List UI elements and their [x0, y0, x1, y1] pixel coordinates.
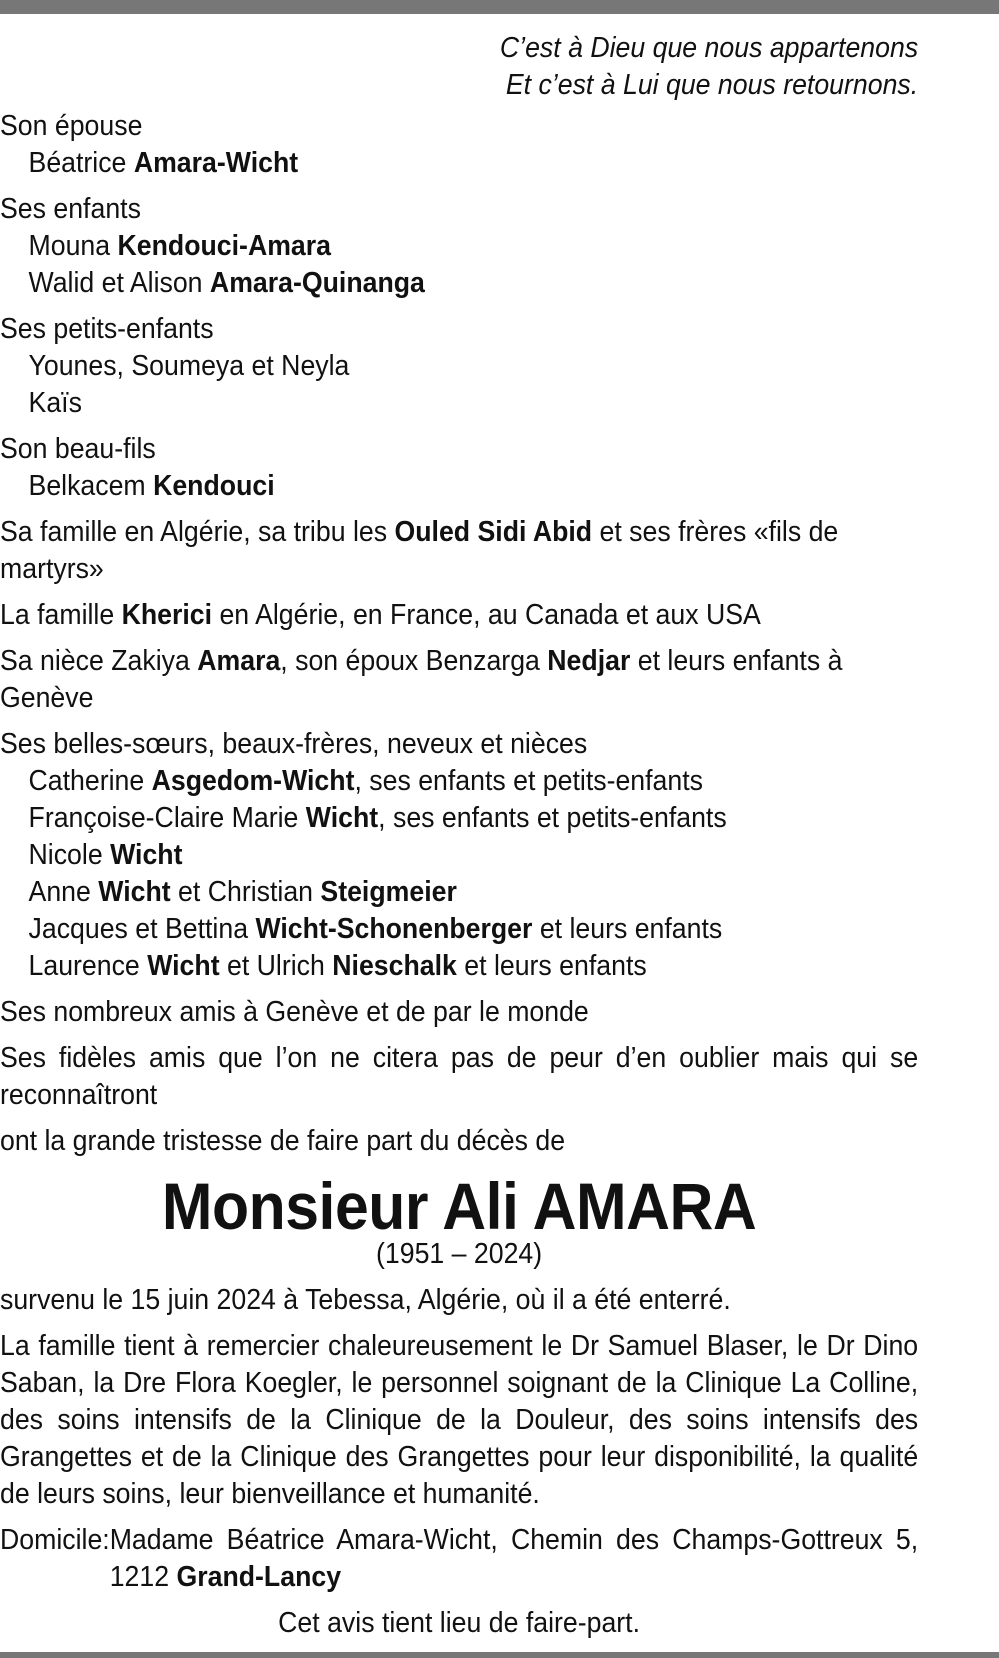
kherici-family-line	[0, 597, 918, 634]
family-member	[0, 228, 918, 265]
text: en Algérie, en France, au Canada et aux USA	[212, 599, 761, 631]
thanks-paragraph: La famille tient à remercier chaleureusement le Dr Samuel Blaser, le Dr Dino Saban, la Dre Flora Koegler, le personnel soignant de la Clinique La Colline, des soins intensifs de la Clinique de la Douleur, des soins intensifs des Grangettes et de la Clinique des Grangettes pour leur disponibilité, la qualité de leurs soins, leur bienveillance et humanité.	[0, 1330, 919, 1510]
family-member: Kaïs	[28, 387, 82, 419]
friends-line: Ses nombreux amis à Genève et de par le monde	[0, 996, 589, 1028]
last-name: Nedjar	[547, 645, 631, 677]
address-text: Madame Béatrice Amara-Wicht, Chemin des Champs-Gottreux 5, 1212	[109, 1524, 919, 1593]
grandchildren-section	[0, 311, 918, 422]
verse-line: Et c’est à Lui que nous retournons.	[505, 69, 919, 101]
family-member	[0, 763, 918, 800]
text: et leurs enfants	[532, 913, 723, 945]
verse	[0, 30, 918, 104]
text: Anne	[28, 876, 99, 908]
text: et leurs enfants	[456, 950, 647, 982]
section-heading: Son épouse	[0, 110, 143, 142]
text: , ses enfants et petits-enfants	[378, 802, 727, 834]
family-member	[0, 837, 918, 874]
family-member	[0, 911, 918, 948]
text: La famille	[0, 599, 122, 631]
last-name: Kendouci-Amara	[117, 230, 331, 262]
domicile	[0, 1522, 918, 1596]
last-name: Amara-Quinanga	[209, 267, 425, 299]
text: Catherine	[28, 765, 152, 797]
city-name: Grand-Lancy	[176, 1561, 342, 1593]
niece-line	[0, 643, 918, 717]
text: Françoise-Claire Marie	[28, 802, 306, 834]
section-heading: Son beau-fils	[0, 433, 156, 465]
last-name: Wicht	[110, 839, 183, 871]
domicile-address	[110, 1522, 918, 1596]
text: , ses enfants et petits-enfants	[354, 765, 703, 797]
text: et Ulrich	[219, 950, 333, 982]
text: et leurs enfants à Genève	[0, 645, 843, 714]
family-member	[0, 948, 918, 985]
soninlaw-section	[0, 431, 918, 505]
last-name: Wicht	[305, 802, 379, 834]
section-heading: Ses enfants	[0, 193, 141, 225]
family-member	[0, 874, 918, 911]
section-heading: Ses petits-enfants	[0, 313, 214, 345]
spouse-section	[0, 108, 918, 182]
last-name: Wicht-Schonenberger	[255, 913, 533, 945]
section-heading: Ses belles-sœurs, beaux-frères, neveux et nièces	[0, 728, 588, 760]
family-member	[0, 468, 918, 505]
last-name: Amara-Wicht	[133, 147, 299, 179]
top-rule	[0, 0, 999, 14]
last-name: Steigmeier	[320, 876, 457, 908]
text: Jacques et Bettina	[28, 913, 256, 945]
text: Sa famille en Algérie, sa tribu les	[0, 516, 395, 548]
last-name: Wicht	[98, 876, 171, 908]
text: et ses frères «fils de martyrs»	[0, 516, 839, 585]
bottom-rule	[0, 1652, 999, 1658]
last-name: Kendouci	[153, 470, 275, 502]
obituary-notice	[0, 30, 918, 1642]
family-member	[0, 145, 918, 182]
last-name: Kherici	[121, 599, 213, 631]
text: Nicole	[28, 839, 111, 871]
text: Laurence	[28, 950, 148, 982]
first-name: Walid et Alison	[28, 267, 210, 299]
inlaws-section	[0, 726, 918, 985]
family-member: Younes, Soumeya et Neyla	[28, 350, 350, 382]
last-name: Nieschalk	[332, 950, 457, 982]
family-member	[0, 800, 918, 837]
algeria-family-line	[0, 514, 918, 588]
domicile-label: Domicile:	[0, 1524, 110, 1556]
deceased-years: (1951 – 2024)	[376, 1238, 543, 1270]
text: et Christian	[170, 876, 321, 908]
first-name: Mouna	[28, 230, 118, 262]
family-member	[0, 265, 918, 302]
deceased-name: Monsieur Ali AMARA	[161, 1169, 757, 1243]
loyal-friends-line: Ses fidèles amis que l’on ne citera pas de peur d’en oublier mais qui se reconnaîtront	[0, 1042, 919, 1111]
announcement-line: ont la grande tristesse de faire part du décès de	[0, 1125, 566, 1157]
text: , son époux Benzarga	[280, 645, 548, 677]
last-name: Asgedom-Wicht	[151, 765, 355, 797]
text: Sa nièce Zakiya	[0, 645, 198, 677]
last-name: Amara	[197, 645, 281, 677]
verse-line: C’est à Dieu que nous appartenons	[499, 32, 919, 64]
first-name: Belkacem	[28, 470, 154, 502]
last-name: Wicht	[147, 950, 220, 982]
death-details: survenu le 15 juin 2024 à Tebessa, Algérie, où il a été enterré.	[0, 1284, 731, 1316]
first-name: Béatrice	[28, 147, 134, 179]
children-section	[0, 191, 918, 302]
tribe-name: Ouled Sidi Abid	[394, 516, 593, 548]
closing-line: Cet avis tient lieu de faire-part.	[278, 1607, 641, 1639]
